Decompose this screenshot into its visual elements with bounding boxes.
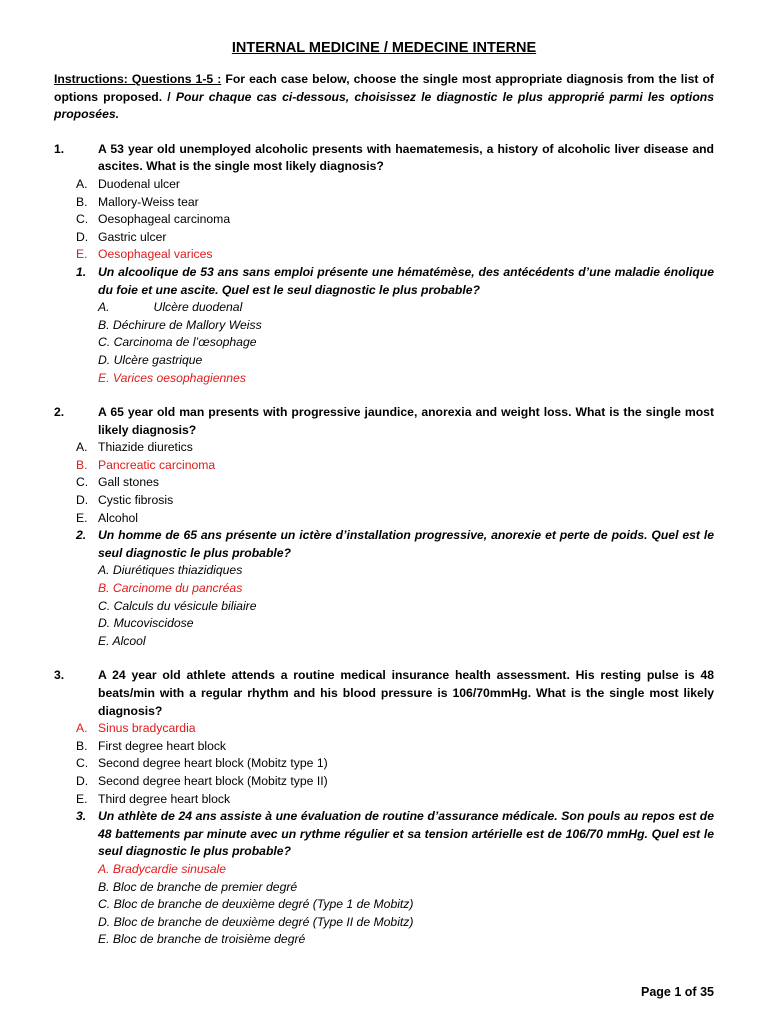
- option-e-correct: E. Oesophageal varices: [76, 247, 213, 262]
- option-e: E. Alcohol: [76, 510, 138, 525]
- option-a-fr: A. Diurétiques thiazidiques: [98, 563, 243, 578]
- option-a-correct: A. Sinus bradycardia: [76, 721, 196, 736]
- option-b-fr-correct: B. Carcinome du pancréas: [98, 581, 243, 596]
- option-c: C. Second degree heart block (Mobitz type 1): [76, 756, 328, 771]
- question-stem-fr: Un athlète de 24 ans assiste à une évaluation de routine d’assurance médicale. Son pouls au repos est de 48 battements par minute avec un rythme régulier et sa tension artérielle est de 106/70 mmHg. Quel est le seul diagnostic le plus probable?: [98, 809, 714, 859]
- option-d-fr: D. Mucoviscidose: [98, 616, 194, 631]
- question-number: 2.: [54, 405, 65, 420]
- option-d: D. Cystic fibrosis: [76, 493, 174, 508]
- option-a-fr-correct: A. Bradycardie sinusale: [98, 861, 227, 876]
- option-b: B. First degree heart block: [76, 738, 227, 753]
- option-c: C. Gall stones: [76, 475, 159, 490]
- option-d: D. Gastric ulcer: [76, 229, 167, 244]
- option-a: A. Duodenal ulcer: [76, 176, 180, 191]
- page-title: INTERNAL MEDICINE / MEDECINE INTERNE: [231, 40, 537, 56]
- question-number: 3.: [54, 668, 65, 683]
- option-d: D. Second degree heart block (Mobitz type II): [76, 773, 328, 788]
- page-number: Page 1 of 35: [640, 985, 714, 999]
- question-2: [54, 404, 714, 650]
- option-c-fr: C. Carcinoma de l’œsophage: [98, 335, 257, 350]
- question-stem-fr: Un homme de 65 ans présente un ictère d’installation progressive, anorexie et perte de poids. Quel est le seul diagnostic le plus probable?: [98, 528, 714, 560]
- question-number-fr: 1.: [76, 264, 87, 279]
- question-number: 1.: [54, 141, 65, 156]
- question-3: [54, 667, 714, 949]
- option-e-fr: E. Bloc de branche de troisième degré: [98, 932, 306, 947]
- question-stem-fr: Un alcoolique de 53 ans sans emploi présente une hématémèse, des antécédents d’une maladie énolique du foie et une ascite. Quel est le seul diagnostic le plus probable?: [98, 264, 714, 297]
- question-number-fr: 3.: [76, 809, 87, 824]
- option-a-fr: A. Ulcère duodenal: [98, 300, 243, 315]
- instructions-french: Pour chaque cas ci-dessous, choisissez le diagnostic le plus approprié parmi les options proposées.: [54, 89, 714, 122]
- question-number-fr: 2.: [76, 528, 87, 543]
- question-stem: A 24 year old athlete attends a routine medical insurance health assessment. His resting pulse is 48 beats/min with a regular rhythm and his blood pressure is 106/70mmHg. What is the single most likely diagnosis?: [98, 668, 714, 718]
- option-b-fr: B. Déchirure de Mallory Weiss: [98, 317, 262, 332]
- instructions-english: For each case below, choose the single most appropriate diagnosis from the list of options proposed. /: [54, 72, 714, 104]
- option-b-fr: B. Bloc de branche de premier degré: [98, 879, 298, 894]
- option-e: E. Third degree heart block: [76, 791, 231, 806]
- instructions: [54, 71, 714, 124]
- option-a: A. Thiazide diuretics: [76, 440, 193, 455]
- question-1: [54, 141, 714, 387]
- option-c: C. Oesophageal carcinoma: [76, 212, 231, 227]
- option-b-correct: B. Pancreatic carcinoma: [76, 457, 216, 472]
- document-page: [54, 38, 714, 966]
- option-c-fr: C. Calculs du vésicule biliaire: [98, 598, 257, 613]
- instructions-lead: Instructions: Questions 1-5 :: [54, 72, 222, 86]
- options-fr: [54, 562, 714, 650]
- options-fr: [54, 299, 714, 387]
- option-c-fr: C. Bloc de branche de deuxième degré (Type 1 de Mobitz): [98, 897, 414, 912]
- option-d-fr: D. Bloc de branche de deuxième degré (Type II de Mobitz): [98, 914, 414, 929]
- question-stem: A 53 year old unemployed alcoholic presents with haematemesis, a history of alcoholic liver disease and ascites. What is the single most likely diagnosis?: [98, 141, 714, 174]
- option-d-fr: D. Ulcère gastrique: [98, 352, 203, 367]
- option-b: B. Mallory-Weiss tear: [76, 194, 199, 209]
- options-fr: [54, 861, 714, 949]
- question-stem: A 65 year old man presents with progressive jaundice, anorexia and weight loss. What is the single most likely diagnosis?: [98, 405, 714, 437]
- option-e-fr-correct: E. Varices oesophagiennes: [98, 370, 246, 385]
- option-e-fr: E. Alcool: [98, 633, 146, 648]
